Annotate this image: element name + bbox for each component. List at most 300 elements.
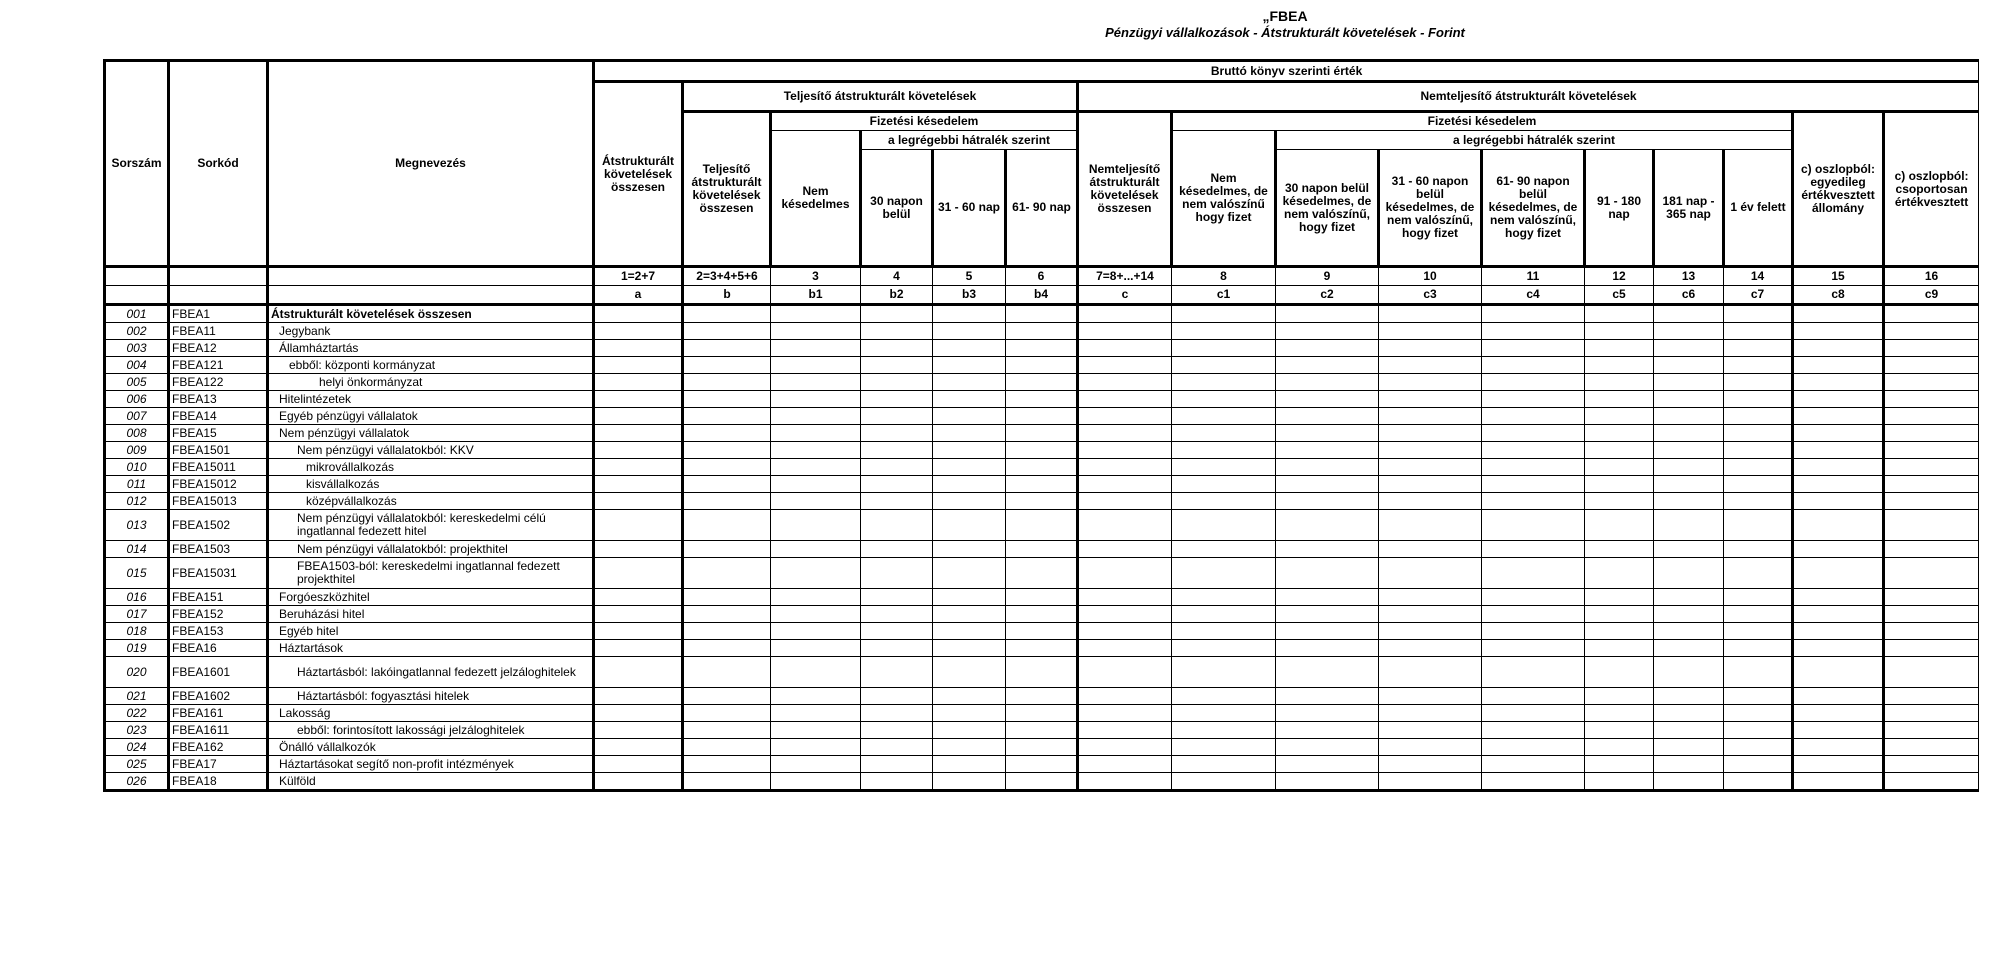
value-cell[interactable] (1172, 541, 1276, 558)
value-cell[interactable] (594, 510, 683, 541)
value-cell[interactable] (1654, 476, 1724, 493)
value-cell[interactable] (594, 459, 683, 476)
value-cell[interactable] (1724, 425, 1793, 442)
value-cell[interactable] (1884, 640, 1979, 657)
value-cell[interactable] (1793, 688, 1884, 705)
value-cell[interactable] (1724, 773, 1793, 791)
value-cell[interactable] (1884, 357, 1979, 374)
value-cell[interactable] (1884, 305, 1979, 323)
value-cell[interactable] (1654, 773, 1724, 791)
value-cell[interactable] (1585, 606, 1654, 623)
value-cell[interactable] (1482, 688, 1585, 705)
value-cell[interactable] (1724, 657, 1793, 688)
value-cell[interactable] (683, 408, 771, 425)
value-cell[interactable] (1006, 442, 1078, 459)
value-cell[interactable] (1482, 541, 1585, 558)
value-cell[interactable] (1006, 623, 1078, 640)
value-cell[interactable] (1654, 705, 1724, 722)
value-cell[interactable] (1006, 340, 1078, 357)
value-cell[interactable] (1276, 558, 1379, 589)
value-cell[interactable] (1654, 623, 1724, 640)
value-cell[interactable] (1884, 323, 1979, 340)
value-cell[interactable] (1379, 773, 1482, 791)
value-cell[interactable] (861, 493, 933, 510)
value-cell[interactable] (683, 391, 771, 408)
value-cell[interactable] (1585, 510, 1654, 541)
value-cell[interactable] (1078, 493, 1172, 510)
value-cell[interactable] (1482, 391, 1585, 408)
value-cell[interactable] (1793, 374, 1884, 391)
value-cell[interactable] (1276, 459, 1379, 476)
value-cell[interactable] (1172, 722, 1276, 739)
value-cell[interactable] (1793, 640, 1884, 657)
value-cell[interactable] (1585, 773, 1654, 791)
value-cell[interactable] (1482, 305, 1585, 323)
value-cell[interactable] (1884, 459, 1979, 476)
value-cell[interactable] (1793, 623, 1884, 640)
value-cell[interactable] (1793, 305, 1884, 323)
value-cell[interactable] (771, 657, 861, 688)
value-cell[interactable] (1884, 657, 1979, 688)
value-cell[interactable] (861, 623, 933, 640)
value-cell[interactable] (1078, 391, 1172, 408)
value-cell[interactable] (861, 657, 933, 688)
value-cell[interactable] (1078, 374, 1172, 391)
value-cell[interactable] (1006, 640, 1078, 657)
value-cell[interactable] (1793, 493, 1884, 510)
value-cell[interactable] (933, 442, 1006, 459)
value-cell[interactable] (1379, 459, 1482, 476)
value-cell[interactable] (1276, 541, 1379, 558)
value-cell[interactable] (1724, 739, 1793, 756)
value-cell[interactable] (1172, 756, 1276, 773)
value-cell[interactable] (1654, 657, 1724, 688)
value-cell[interactable] (1793, 541, 1884, 558)
value-cell[interactable] (594, 323, 683, 340)
value-cell[interactable] (1172, 705, 1276, 722)
value-cell[interactable] (1276, 408, 1379, 425)
value-cell[interactable] (1078, 558, 1172, 589)
value-cell[interactable] (1585, 408, 1654, 425)
value-cell[interactable] (1724, 606, 1793, 623)
value-cell[interactable] (1172, 589, 1276, 606)
value-cell[interactable] (1379, 374, 1482, 391)
value-cell[interactable] (1078, 688, 1172, 705)
value-cell[interactable] (771, 722, 861, 739)
value-cell[interactable] (1724, 722, 1793, 739)
value-cell[interactable] (1654, 688, 1724, 705)
value-cell[interactable] (594, 756, 683, 773)
value-cell[interactable] (861, 589, 933, 606)
value-cell[interactable] (1884, 688, 1979, 705)
value-cell[interactable] (1006, 391, 1078, 408)
value-cell[interactable] (1379, 688, 1482, 705)
value-cell[interactable] (1654, 558, 1724, 589)
value-cell[interactable] (861, 391, 933, 408)
value-cell[interactable] (861, 408, 933, 425)
value-cell[interactable] (1078, 340, 1172, 357)
value-cell[interactable] (1585, 756, 1654, 773)
value-cell[interactable] (933, 756, 1006, 773)
value-cell[interactable] (861, 340, 933, 357)
value-cell[interactable] (1078, 722, 1172, 739)
value-cell[interactable] (1724, 705, 1793, 722)
value-cell[interactable] (1724, 374, 1793, 391)
value-cell[interactable] (771, 510, 861, 541)
value-cell[interactable] (1585, 425, 1654, 442)
value-cell[interactable] (594, 541, 683, 558)
value-cell[interactable] (1172, 476, 1276, 493)
value-cell[interactable] (1724, 459, 1793, 476)
value-cell[interactable] (933, 425, 1006, 442)
value-cell[interactable] (1172, 425, 1276, 442)
value-cell[interactable] (1884, 374, 1979, 391)
value-cell[interactable] (933, 705, 1006, 722)
value-cell[interactable] (771, 323, 861, 340)
value-cell[interactable] (1793, 558, 1884, 589)
value-cell[interactable] (933, 340, 1006, 357)
value-cell[interactable] (1884, 476, 1979, 493)
value-cell[interactable] (933, 374, 1006, 391)
value-cell[interactable] (1006, 688, 1078, 705)
value-cell[interactable] (594, 374, 683, 391)
value-cell[interactable] (1793, 705, 1884, 722)
value-cell[interactable] (1078, 408, 1172, 425)
value-cell[interactable] (933, 510, 1006, 541)
value-cell[interactable] (1654, 340, 1724, 357)
value-cell[interactable] (933, 408, 1006, 425)
value-cell[interactable] (683, 739, 771, 756)
value-cell[interactable] (1724, 589, 1793, 606)
value-cell[interactable] (933, 640, 1006, 657)
value-cell[interactable] (1078, 756, 1172, 773)
value-cell[interactable] (683, 323, 771, 340)
value-cell[interactable] (1724, 558, 1793, 589)
value-cell[interactable] (1078, 357, 1172, 374)
value-cell[interactable] (683, 756, 771, 773)
value-cell[interactable] (1585, 688, 1654, 705)
value-cell[interactable] (1078, 459, 1172, 476)
value-cell[interactable] (933, 722, 1006, 739)
value-cell[interactable] (1482, 705, 1585, 722)
value-cell[interactable] (1793, 606, 1884, 623)
value-cell[interactable] (1724, 623, 1793, 640)
value-cell[interactable] (1379, 305, 1482, 323)
value-cell[interactable] (1793, 589, 1884, 606)
value-cell[interactable] (1884, 442, 1979, 459)
value-cell[interactable] (1379, 722, 1482, 739)
value-cell[interactable] (683, 640, 771, 657)
value-cell[interactable] (1006, 558, 1078, 589)
value-cell[interactable] (1724, 340, 1793, 357)
value-cell[interactable] (1482, 476, 1585, 493)
value-cell[interactable] (1482, 657, 1585, 688)
value-cell[interactable] (1078, 739, 1172, 756)
value-cell[interactable] (1724, 640, 1793, 657)
value-cell[interactable] (1006, 705, 1078, 722)
value-cell[interactable] (1379, 391, 1482, 408)
value-cell[interactable] (1793, 739, 1884, 756)
value-cell[interactable] (594, 773, 683, 791)
value-cell[interactable] (1482, 756, 1585, 773)
value-cell[interactable] (861, 739, 933, 756)
value-cell[interactable] (1482, 425, 1585, 442)
value-cell[interactable] (1654, 459, 1724, 476)
value-cell[interactable] (594, 558, 683, 589)
value-cell[interactable] (1379, 357, 1482, 374)
value-cell[interactable] (1482, 408, 1585, 425)
value-cell[interactable] (1724, 323, 1793, 340)
value-cell[interactable] (933, 657, 1006, 688)
value-cell[interactable] (1654, 442, 1724, 459)
value-cell[interactable] (1793, 391, 1884, 408)
value-cell[interactable] (771, 558, 861, 589)
value-cell[interactable] (1585, 442, 1654, 459)
value-cell[interactable] (1724, 391, 1793, 408)
value-cell[interactable] (1379, 425, 1482, 442)
value-cell[interactable] (1654, 606, 1724, 623)
value-cell[interactable] (683, 357, 771, 374)
value-cell[interactable] (861, 305, 933, 323)
value-cell[interactable] (1724, 541, 1793, 558)
value-cell[interactable] (771, 589, 861, 606)
value-cell[interactable] (683, 510, 771, 541)
value-cell[interactable] (1172, 510, 1276, 541)
value-cell[interactable] (1793, 459, 1884, 476)
value-cell[interactable] (1482, 374, 1585, 391)
value-cell[interactable] (1006, 606, 1078, 623)
value-cell[interactable] (1006, 657, 1078, 688)
value-cell[interactable] (1379, 408, 1482, 425)
value-cell[interactable] (594, 442, 683, 459)
value-cell[interactable] (1276, 425, 1379, 442)
value-cell[interactable] (1379, 589, 1482, 606)
value-cell[interactable] (1172, 493, 1276, 510)
value-cell[interactable] (1793, 510, 1884, 541)
value-cell[interactable] (1276, 606, 1379, 623)
value-cell[interactable] (1585, 476, 1654, 493)
value-cell[interactable] (1006, 589, 1078, 606)
value-cell[interactable] (1006, 756, 1078, 773)
value-cell[interactable] (1482, 589, 1585, 606)
value-cell[interactable] (1172, 773, 1276, 791)
value-cell[interactable] (1172, 408, 1276, 425)
value-cell[interactable] (1724, 305, 1793, 323)
value-cell[interactable] (1172, 606, 1276, 623)
value-cell[interactable] (683, 589, 771, 606)
value-cell[interactable] (683, 425, 771, 442)
value-cell[interactable] (1884, 493, 1979, 510)
value-cell[interactable] (1482, 323, 1585, 340)
value-cell[interactable] (1654, 425, 1724, 442)
value-cell[interactable] (861, 357, 933, 374)
value-cell[interactable] (1379, 606, 1482, 623)
value-cell[interactable] (1276, 722, 1379, 739)
value-cell[interactable] (861, 459, 933, 476)
value-cell[interactable] (1078, 589, 1172, 606)
value-cell[interactable] (861, 722, 933, 739)
value-cell[interactable] (1276, 340, 1379, 357)
value-cell[interactable] (861, 640, 933, 657)
value-cell[interactable] (933, 541, 1006, 558)
value-cell[interactable] (683, 442, 771, 459)
value-cell[interactable] (1793, 657, 1884, 688)
value-cell[interactable] (594, 688, 683, 705)
value-cell[interactable] (1585, 323, 1654, 340)
value-cell[interactable] (1172, 357, 1276, 374)
value-cell[interactable] (594, 305, 683, 323)
value-cell[interactable] (1482, 493, 1585, 510)
value-cell[interactable] (1172, 657, 1276, 688)
value-cell[interactable] (1078, 657, 1172, 688)
value-cell[interactable] (1006, 425, 1078, 442)
value-cell[interactable] (1172, 640, 1276, 657)
value-cell[interactable] (861, 773, 933, 791)
value-cell[interactable] (771, 688, 861, 705)
value-cell[interactable] (1884, 756, 1979, 773)
value-cell[interactable] (1724, 442, 1793, 459)
value-cell[interactable] (683, 688, 771, 705)
value-cell[interactable] (1654, 589, 1724, 606)
value-cell[interactable] (771, 391, 861, 408)
value-cell[interactable] (1884, 722, 1979, 739)
value-cell[interactable] (1276, 476, 1379, 493)
value-cell[interactable] (683, 340, 771, 357)
value-cell[interactable] (1276, 493, 1379, 510)
value-cell[interactable] (1884, 623, 1979, 640)
value-cell[interactable] (1172, 340, 1276, 357)
value-cell[interactable] (1793, 773, 1884, 791)
value-cell[interactable] (683, 558, 771, 589)
value-cell[interactable] (1482, 442, 1585, 459)
value-cell[interactable] (1078, 606, 1172, 623)
value-cell[interactable] (1585, 640, 1654, 657)
value-cell[interactable] (1006, 459, 1078, 476)
value-cell[interactable] (771, 623, 861, 640)
value-cell[interactable] (933, 589, 1006, 606)
value-cell[interactable] (1078, 705, 1172, 722)
value-cell[interactable] (861, 541, 933, 558)
value-cell[interactable] (1379, 739, 1482, 756)
value-cell[interactable] (933, 391, 1006, 408)
value-cell[interactable] (1884, 705, 1979, 722)
value-cell[interactable] (1276, 688, 1379, 705)
value-cell[interactable] (1482, 340, 1585, 357)
value-cell[interactable] (933, 323, 1006, 340)
value-cell[interactable] (1793, 722, 1884, 739)
value-cell[interactable] (594, 722, 683, 739)
value-cell[interactable] (1482, 739, 1585, 756)
value-cell[interactable] (594, 476, 683, 493)
value-cell[interactable] (594, 493, 683, 510)
value-cell[interactable] (1379, 442, 1482, 459)
value-cell[interactable] (771, 739, 861, 756)
value-cell[interactable] (933, 773, 1006, 791)
value-cell[interactable] (594, 340, 683, 357)
value-cell[interactable] (1482, 623, 1585, 640)
value-cell[interactable] (1585, 493, 1654, 510)
value-cell[interactable] (594, 640, 683, 657)
value-cell[interactable] (1654, 756, 1724, 773)
value-cell[interactable] (594, 623, 683, 640)
value-cell[interactable] (933, 623, 1006, 640)
value-cell[interactable] (1276, 739, 1379, 756)
value-cell[interactable] (1276, 623, 1379, 640)
value-cell[interactable] (1078, 773, 1172, 791)
value-cell[interactable] (861, 510, 933, 541)
value-cell[interactable] (1006, 357, 1078, 374)
value-cell[interactable] (933, 558, 1006, 589)
value-cell[interactable] (1884, 541, 1979, 558)
value-cell[interactable] (1585, 657, 1654, 688)
value-cell[interactable] (1884, 408, 1979, 425)
value-cell[interactable] (594, 705, 683, 722)
value-cell[interactable] (1482, 722, 1585, 739)
value-cell[interactable] (1006, 541, 1078, 558)
value-cell[interactable] (1276, 305, 1379, 323)
value-cell[interactable] (1379, 340, 1482, 357)
value-cell[interactable] (683, 374, 771, 391)
value-cell[interactable] (1276, 705, 1379, 722)
value-cell[interactable] (1585, 357, 1654, 374)
value-cell[interactable] (1006, 739, 1078, 756)
value-cell[interactable] (771, 374, 861, 391)
value-cell[interactable] (1006, 510, 1078, 541)
value-cell[interactable] (1006, 323, 1078, 340)
value-cell[interactable] (1078, 323, 1172, 340)
value-cell[interactable] (1654, 374, 1724, 391)
value-cell[interactable] (1172, 323, 1276, 340)
value-cell[interactable] (1482, 773, 1585, 791)
value-cell[interactable] (1379, 705, 1482, 722)
value-cell[interactable] (771, 425, 861, 442)
value-cell[interactable] (933, 476, 1006, 493)
value-cell[interactable] (1654, 510, 1724, 541)
value-cell[interactable] (594, 657, 683, 688)
value-cell[interactable] (1078, 541, 1172, 558)
value-cell[interactable] (1585, 459, 1654, 476)
value-cell[interactable] (594, 606, 683, 623)
value-cell[interactable] (861, 606, 933, 623)
value-cell[interactable] (1585, 739, 1654, 756)
value-cell[interactable] (1482, 510, 1585, 541)
value-cell[interactable] (1793, 357, 1884, 374)
value-cell[interactable] (1078, 623, 1172, 640)
value-cell[interactable] (1585, 623, 1654, 640)
value-cell[interactable] (1379, 510, 1482, 541)
value-cell[interactable] (683, 305, 771, 323)
value-cell[interactable] (861, 705, 933, 722)
value-cell[interactable] (1006, 722, 1078, 739)
value-cell[interactable] (1172, 391, 1276, 408)
value-cell[interactable] (1276, 323, 1379, 340)
value-cell[interactable] (1793, 425, 1884, 442)
value-cell[interactable] (1654, 493, 1724, 510)
value-cell[interactable] (1884, 606, 1979, 623)
value-cell[interactable] (1482, 357, 1585, 374)
value-cell[interactable] (594, 739, 683, 756)
value-cell[interactable] (683, 476, 771, 493)
value-cell[interactable] (1379, 323, 1482, 340)
value-cell[interactable] (861, 688, 933, 705)
value-cell[interactable] (683, 459, 771, 476)
value-cell[interactable] (933, 459, 1006, 476)
value-cell[interactable] (1276, 640, 1379, 657)
value-cell[interactable] (1006, 408, 1078, 425)
value-cell[interactable] (1482, 640, 1585, 657)
value-cell[interactable] (1276, 773, 1379, 791)
value-cell[interactable] (1172, 305, 1276, 323)
